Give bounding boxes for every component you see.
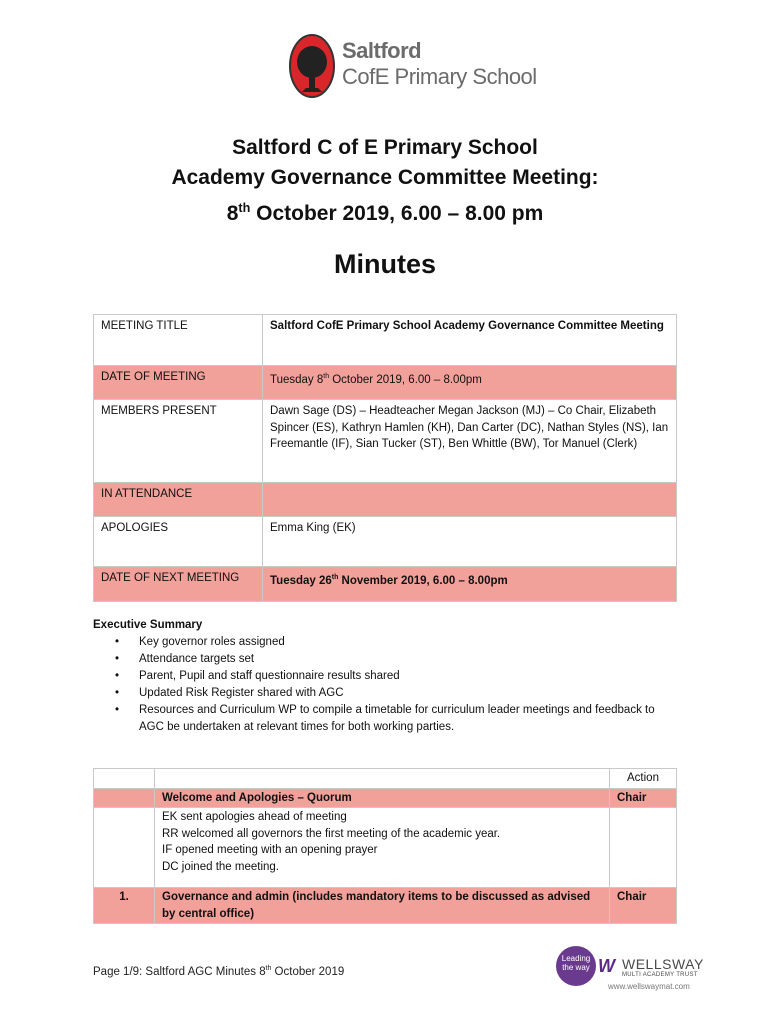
table-row bbox=[94, 808, 677, 888]
footer-text: Page 1/9: Saltford AGC Minutes 8 bbox=[93, 965, 266, 978]
page-footer bbox=[93, 965, 344, 978]
document-title bbox=[0, 133, 770, 229]
leading-the-way-badge bbox=[556, 946, 596, 986]
next-rest: November 2019, 6.00 – 8.00pm bbox=[338, 574, 508, 587]
title-ordinal: th bbox=[238, 201, 251, 215]
bullet-icon: • bbox=[115, 670, 120, 682]
date-value bbox=[263, 366, 677, 400]
list-item-text: Attendance targets set bbox=[139, 653, 255, 665]
bullet-icon: • bbox=[115, 653, 120, 665]
item-action: Chair bbox=[610, 788, 677, 808]
body-line: RR welcomed all governors the first meeting of the academic year. bbox=[162, 827, 501, 840]
list-item-text: Resources and Curriculum WP to compile a timetable for curriculum leader meetings and feedback to AGC be undertaken at relevant times for both working parties. bbox=[139, 704, 655, 733]
action-header: Action bbox=[610, 769, 677, 789]
executive-summary-title: Executive Summary bbox=[93, 619, 203, 631]
list-item bbox=[93, 634, 673, 651]
meeting-title-value: Saltford CofE Primary School Academy Governance Committee Meeting bbox=[263, 315, 677, 366]
footer-text-rest: October 2019 bbox=[271, 965, 345, 978]
list-item bbox=[93, 685, 673, 702]
body-line: EK sent apologies ahead of meeting bbox=[162, 811, 347, 823]
attendance-row bbox=[94, 483, 677, 517]
table-row bbox=[94, 788, 677, 808]
members-row bbox=[94, 400, 677, 483]
wellsway-trust: MULTI ACADEMY TRUST bbox=[622, 972, 698, 978]
badge-line-2: the way bbox=[562, 963, 590, 972]
item-body bbox=[155, 808, 610, 888]
next-ordinal: th bbox=[331, 574, 339, 581]
wellsway-w-icon: W bbox=[598, 956, 615, 976]
minutes-heading: Minutes bbox=[333, 249, 436, 279]
wellsway-url: www.wellswaymat.com bbox=[608, 982, 690, 991]
list-item-text: Parent, Pupil and staff questionnaire results shared bbox=[139, 670, 400, 682]
attendance-label: IN ATTENDANCE bbox=[94, 483, 263, 517]
footer-ordinal: th bbox=[265, 965, 272, 972]
table-row bbox=[94, 888, 677, 924]
next-day: Tuesday 26 bbox=[270, 574, 332, 587]
wellsway-name: WELLSWAY bbox=[622, 956, 704, 972]
members-label: MEMBERS PRESENT bbox=[94, 400, 263, 483]
meeting-title-label: MEETING TITLE bbox=[94, 315, 263, 366]
title-day: 8 bbox=[226, 202, 239, 225]
date-row bbox=[94, 366, 677, 400]
list-item-text: Updated Risk Register shared with AGC bbox=[139, 687, 344, 699]
date-rest: October 2019, 6.00 – 8.00pm bbox=[329, 373, 482, 386]
members-value: Dawn Sage (DS) – Headteacher Megan Jackson (MJ) – Co Chair, Elizabeth Spincer (ES), Kathryn Hamlen (KH), Dan Carter (DC), Nathan Styles (NS), Ian Freemantle (IF), Sian Tucker (ST), Ben Whittle (BW), Tor Manuel (Clerk) bbox=[263, 400, 677, 483]
title-line-2: Academy Governance Committee Meeting: bbox=[171, 166, 599, 189]
school-logo bbox=[288, 32, 537, 104]
tree-emblem-icon bbox=[288, 32, 336, 100]
attendance-value bbox=[263, 483, 677, 517]
apologies-value: Emma King (EK) bbox=[263, 517, 677, 567]
list-item bbox=[93, 651, 673, 668]
body-line: DC joined the meeting. bbox=[162, 860, 279, 873]
badge-line-1: Leading bbox=[561, 954, 591, 963]
meeting-title-row bbox=[94, 315, 677, 366]
item-number bbox=[94, 808, 155, 888]
list-item-text: Key governor roles assigned bbox=[139, 636, 285, 648]
meeting-details-table bbox=[93, 314, 677, 602]
logo-subtitle: CofE Primary School bbox=[342, 64, 537, 89]
date-ordinal: th bbox=[323, 373, 330, 380]
apologies-row bbox=[94, 517, 677, 567]
date-label: DATE OF MEETING bbox=[94, 366, 263, 400]
next-meeting-label: DATE OF NEXT MEETING bbox=[94, 567, 263, 602]
date-day: Tuesday 8 bbox=[270, 373, 324, 386]
title-line-1: Saltford C of E Primary School bbox=[232, 136, 538, 159]
agenda-table bbox=[93, 768, 677, 924]
item-action: Chair bbox=[610, 888, 677, 924]
title-date-rest: October 2019, 6.00 – 8.00 pm bbox=[250, 202, 544, 225]
item-number bbox=[94, 788, 155, 808]
executive-summary bbox=[93, 617, 673, 736]
item-action bbox=[610, 808, 677, 888]
title-line-3 bbox=[0, 193, 770, 229]
item-header-cell bbox=[155, 769, 610, 789]
logo-name: Saltford bbox=[342, 38, 422, 63]
apologies-label: APOLOGIES bbox=[94, 517, 263, 567]
bullet-icon: • bbox=[115, 636, 120, 648]
list-item bbox=[93, 702, 673, 736]
list-item bbox=[93, 668, 673, 685]
wellsway-logo bbox=[556, 946, 706, 994]
item-number: 1. bbox=[94, 888, 155, 924]
next-meeting-row bbox=[94, 567, 677, 602]
next-meeting-value bbox=[263, 567, 677, 602]
number-header-cell bbox=[94, 769, 155, 789]
bullet-icon: • bbox=[115, 704, 120, 716]
executive-summary-list bbox=[93, 634, 673, 736]
body-line: IF opened meeting with an opening prayer bbox=[162, 844, 378, 856]
bullet-icon: • bbox=[115, 687, 120, 699]
item-title: Governance and admin (includes mandatory items to be discussed as advised by central office) bbox=[155, 888, 610, 924]
item-title: Welcome and Apologies – Quorum bbox=[155, 788, 610, 808]
agenda-header-row bbox=[94, 769, 677, 789]
